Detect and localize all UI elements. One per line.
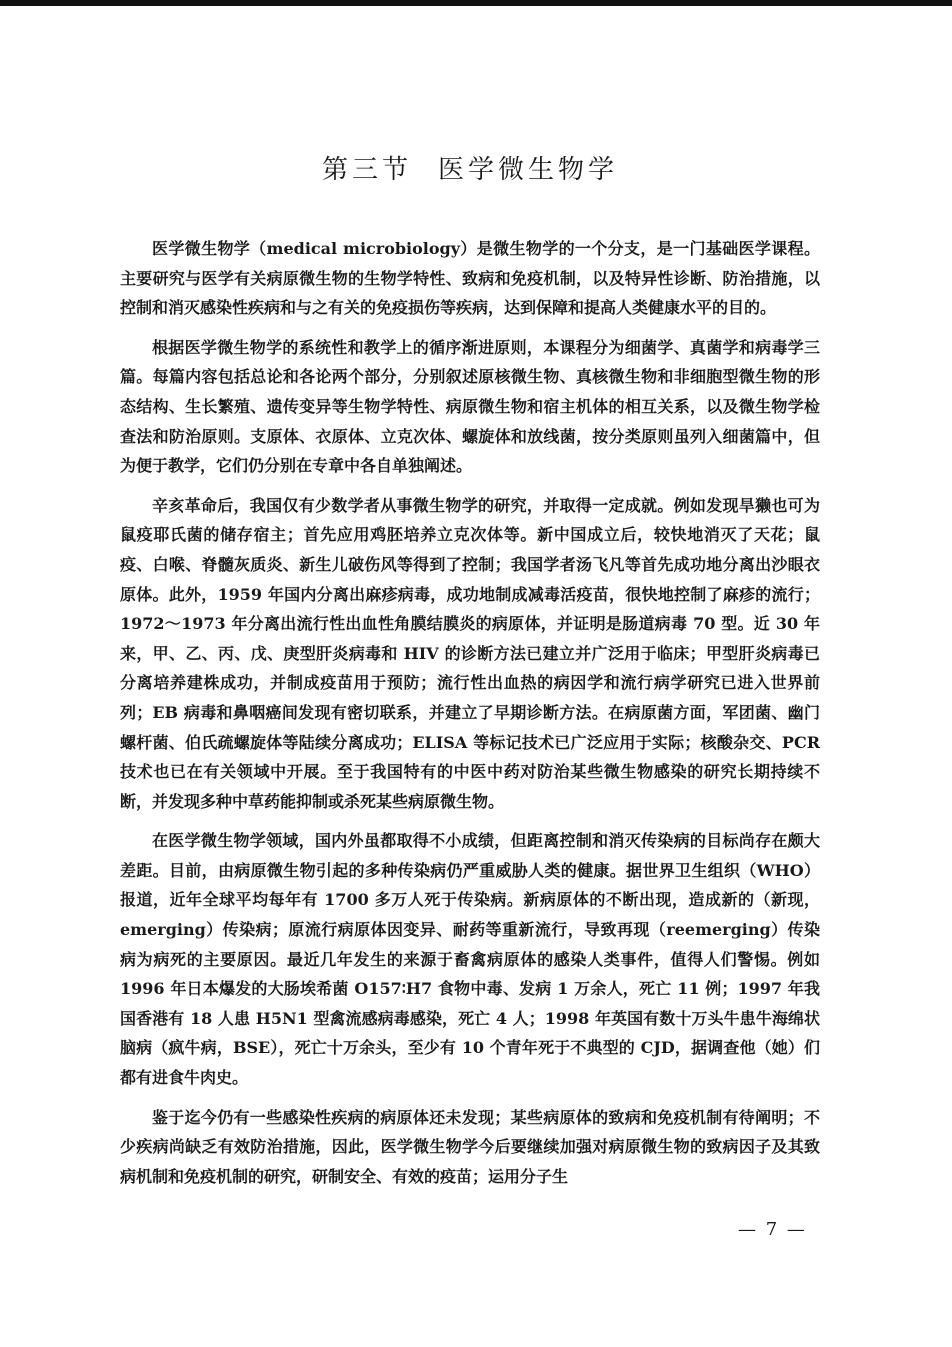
page-number: — 7 — bbox=[738, 1219, 807, 1240]
section-title: 医学微生物学 bbox=[438, 155, 619, 185]
paragraph-china-history: 辛亥革命后，我国仅有少数学者从事微生物学的研究，并取得一定成就。例如发现旱獭也可为鼠疫耶氏菌的储存宿主；首先应用鸡胚培养立克次体等。新中国成立后，较快地消灭了天花；鼠疫、白喉、脊髓灰质炎、新生儿破伤风等得到了控制；我国学者汤飞凡等首先成功地分离出沙眼衣原体。此外，1959 年国内分离出麻疹病毒，成功地制成减毒活疫苗，很快地控制了麻疹的流行；1972～1973 年分离出流行性出血性角膜结膜炎的病原体，并证明是肠道病毒 70 型。近 30 年来，甲、乙、丙、戊、庚型肝炎病毒和 HIV 的诊断方法已建立并广泛用于临床；甲型肝炎病毒已分离培养建株成功，并制成疫苗用于预防；流行性出血热的病因学和流行病学研究已进入世界前列；EB 病毒和鼻咽癌间发现有密切联系，并建立了早期诊断方法。在病原菌方面，军团菌、幽门螺杆菌、伯氏疏螺旋体等陆续分离成功；ELISA 等标记技术已广泛应用于实际；核酸杂交、PCR 技术也已在有关领域中开展。至于我国特有的中医中药对防治某些微生物感染的研究长期持续不断，并发现多种中草药能抑制或杀死某些病原微生物。 bbox=[120, 495, 820, 811]
page-top-rule bbox=[0, 0, 952, 6]
document-page bbox=[120, 140, 820, 1201]
paragraph-future-directions: 鉴于迄今仍有一些感染性疾病的病原体还未发现；某些病原体的致病和免疫机制有待阐明；不少疾病尚缺乏有效防治措施，因此，医学微生物学今后要继续加强对病原微生物的致病因子及其致病机制和免疫机制的研究，研制安全、有效的疫苗；运用分子生 bbox=[120, 1107, 820, 1186]
paragraph-intro: 医学微生物学（medical microbiology）是微生物学的一个分支，是一门基础医学课程。主要研究与医学有关病原微生物的生物学特性、致病和免疫机制，以及特异性诊断、防治措施，以控制和消灭感染性疾病和与之有关的免疫损伤等疾病，达到保障和提高人类健康水平的目的。 bbox=[120, 239, 820, 318]
section-number: 第三节 bbox=[321, 155, 412, 185]
section-heading bbox=[120, 140, 820, 200]
paragraph-course-structure: 根据医学微生物学的系统性和教学上的循序渐进原则，本课程分为细菌学、真菌学和病毒学三篇。每篇内容包括总论和各论两个部分，分别叙述原核微生物、真核微生物和非细胞型微生物的形态结构、生长繁殖、遗传变异等生物学特性、病原微生物和宿主机体的相互关系，以及微生物学检查法和防治原则。支原体、衣原体、立克次体、螺旋体和放线菌，按分类原则虽列入细菌篇中，但为便于教学，它们仍分别在专章中各自单独阐述。 bbox=[120, 337, 820, 476]
paragraph-current-challenges: 在医学微生物学领域，国内外虽都取得不小成绩，但距离控制和消灭传染病的目标尚存在颇大差距。目前，由病原微生物引起的多种传染病仍严重威胁人类的健康。据世界卫生组织（WHO）报道，近年全球平均每年有 1700 多万人死于传染病。新病原体的不断出现，造成新的（新现，emerging）传染病；原流行病原体因变异、耐药等重新流行，导致再现（reemerging）传染病为病死的主要原因。最近几年发生的来源于畜禽病原体的感染人类事件，值得人们警惕。例如 1996 年日本爆发的大肠埃希菌 O157∶H7 食物中毒、发病 1 万余人，死亡 11 例；1997 年我国香港有 18 人患 H5N1 型禽流感病毒感染，死亡 4 人；1998 年英国有数十万头牛患牛海绵状脑病（疯牛病，BSE），死亡十万余头，至少有 10 个青年死于不典型的 CJD，据调查他（她）们都有进食牛肉史。 bbox=[120, 831, 820, 1088]
